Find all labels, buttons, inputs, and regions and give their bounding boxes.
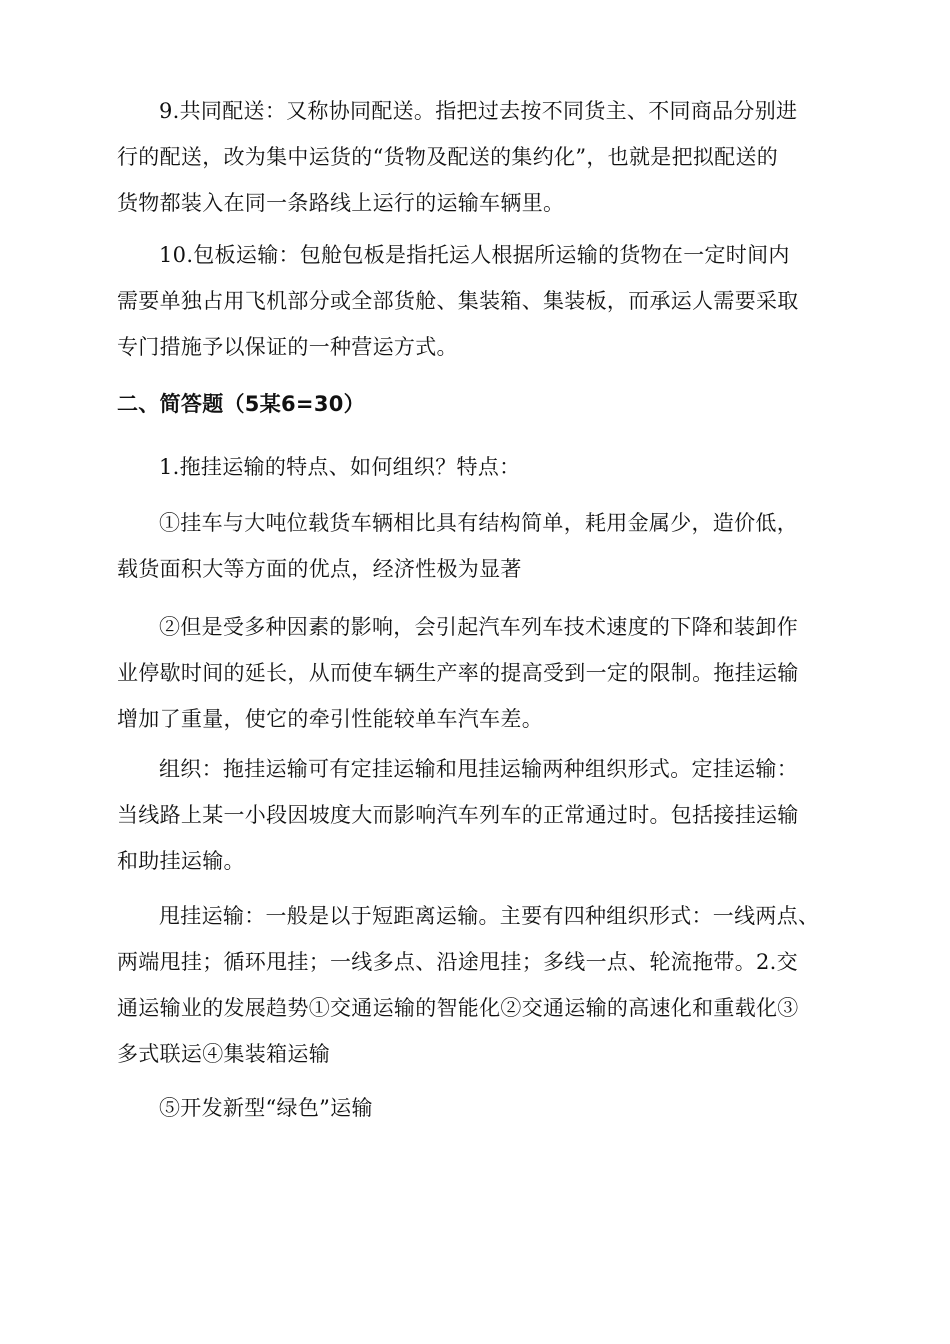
text-line: ①挂车与大吨位载货车辆相比具有结构简单，耗用金属少，造价低， bbox=[159, 511, 798, 535]
text-line: ②但是受多种因素的影响，会引起汽车列车技术速度的下降和装卸作 bbox=[159, 615, 798, 639]
text-line: 通运输业的发展趋势①交通运输的智能化②交通运输的高速化和重载化③ bbox=[117, 996, 799, 1020]
text-line: 9.共同配送：又称协同配送。指把过去按不同货主、不同商品分别进 bbox=[159, 99, 798, 123]
paragraph-green-transport bbox=[117, 1085, 837, 1131]
text-line: 载货面积大等方面的优点，经济性极为显著 bbox=[117, 557, 522, 581]
text-line: 甩挂运输：一般是以于短距离运输。主要有四种组织形式：一线两点、 bbox=[159, 904, 820, 928]
paragraph-pallet-transport bbox=[117, 232, 837, 370]
text-line: 需要单独占用飞机部分或全部货舱、集装箱、集装板，而承运人需要采取 bbox=[117, 289, 799, 313]
text-line: 货物都装入在同一条路线上运行的运输车辆里。 bbox=[117, 191, 565, 215]
paragraph-drop-trailer bbox=[117, 893, 837, 1077]
text-line: 增加了重量，使它的牵引性能较单车汽车差。 bbox=[117, 707, 543, 731]
text-line: 行的配送，改为集中运货的“货物及配送的集约化”，也就是把拟配送的 bbox=[117, 145, 779, 169]
paragraph-point-2 bbox=[117, 604, 837, 742]
text-line: ⑤开发新型“绿色”运输 bbox=[159, 1096, 373, 1120]
text-line: 10.包板运输：包舱包板是指托运人根据所运输的货物在一定时间内 bbox=[159, 243, 790, 267]
paragraph-question-1 bbox=[117, 444, 837, 490]
paragraph-organization bbox=[117, 746, 837, 884]
section-heading: 二、简答题（5某6=30） bbox=[117, 392, 365, 416]
text-line: 业停歇时间的延长，从而使车辆生产率的提高受到一定的限制。拖挂运输 bbox=[117, 661, 799, 685]
paragraph-point-1 bbox=[117, 500, 837, 592]
text-line: 当线路上某一小段因坡度大而影响汽车列车的正常通过时。包括接挂运输 bbox=[117, 803, 799, 827]
text-line: 多式联运④集装箱运输 bbox=[117, 1042, 330, 1066]
paragraph-common-delivery bbox=[117, 88, 837, 226]
text-line: 两端甩挂；循环甩挂；一线多点、沿途甩挂；多线一点、轮流拖带。2.交 bbox=[117, 950, 798, 974]
text-line: 专门措施予以保证的一种营运方式。 bbox=[117, 335, 458, 359]
text-line: 和助挂运输。 bbox=[117, 849, 245, 873]
text-line: 1.拖挂运输的特点、如何组织？特点： bbox=[159, 455, 521, 479]
text-line: 组织：拖挂运输可有定挂运输和甩挂运输两种组织形式。定挂运输： bbox=[159, 757, 798, 781]
